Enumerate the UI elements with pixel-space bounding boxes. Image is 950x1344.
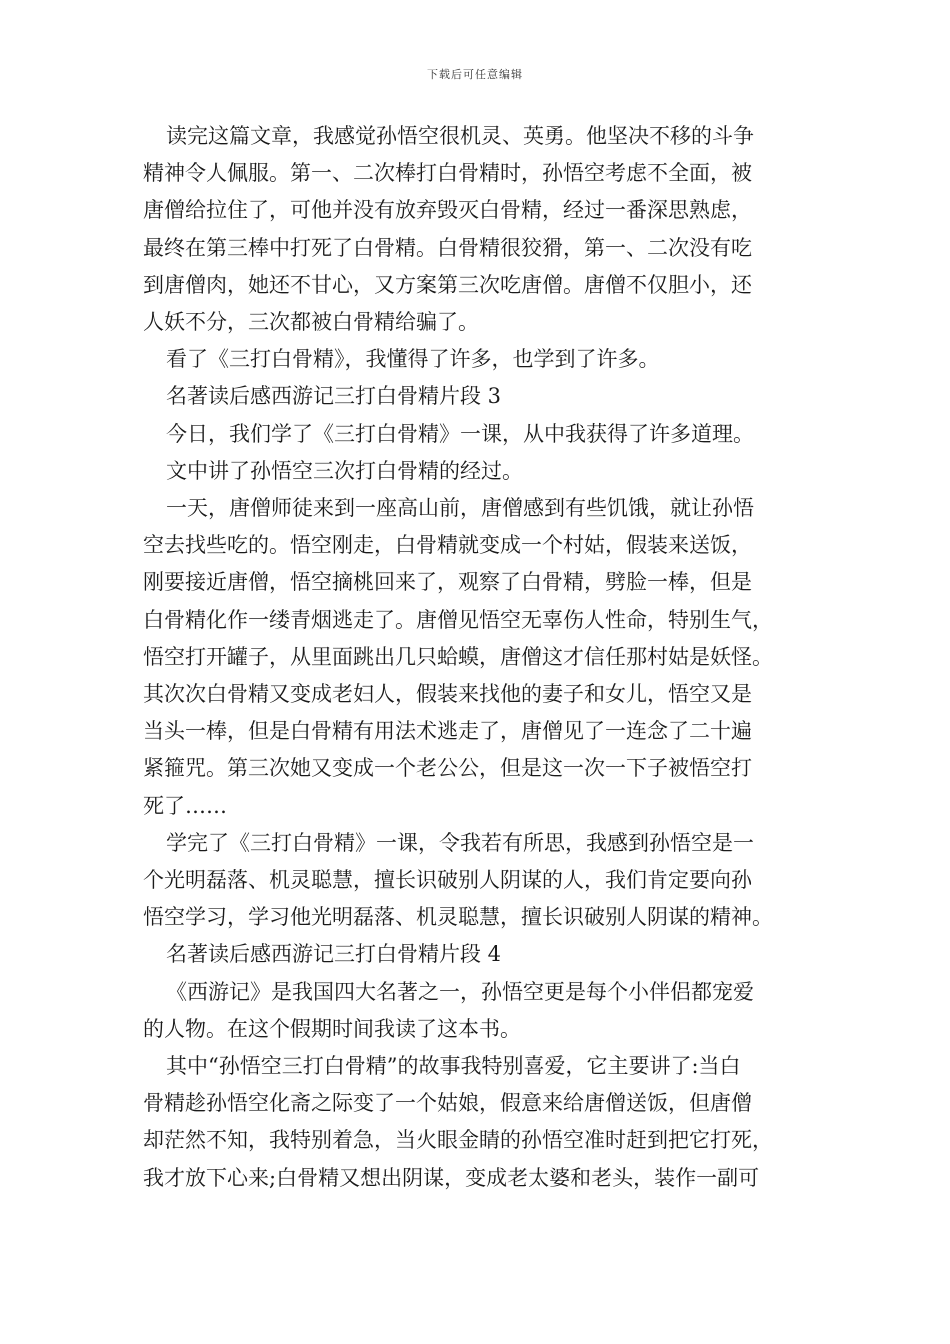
paragraph-line: 我才放下心来;白骨精又想出阴谋，变成老太婆和老头，装作一副可 bbox=[143, 1165, 760, 1190]
paragraph-line: 紧箍咒。第三次她又变成一个老公公，但是这一次一下子被悟空打 bbox=[143, 756, 752, 781]
paragraph-line: 个光明磊落、机灵聪慧，擅长识破别人阴谋的人，我们肯定要向孙 bbox=[143, 868, 752, 893]
paragraph-line: 读完这篇文章，我感觉孙悟空很机灵、英勇。他坚决不移的斗争 bbox=[166, 124, 754, 148]
paragraph-line: 刚要接近唐僧，悟空摘桃回来了，观察了白骨精，劈脸一棒，但是 bbox=[143, 570, 752, 595]
paragraph bbox=[143, 974, 818, 1048]
paragraph-line: 空去找些吃的。悟空刚走，白骨精就变成一个村姑，假装来送饭， bbox=[143, 533, 752, 558]
paragraph-line: 其中“孙悟空三打白骨精”的故事我特别喜爱，它主要讲了:当白 bbox=[166, 1054, 741, 1079]
paragraph-line: 看了《三打白骨精》，我懂得了许多，也学到了许多。 bbox=[166, 347, 660, 372]
paragraph-line: 悟空打开罐子，从里面跳出几只蛤蟆，唐僧这才信任那村姑是妖怪。 bbox=[143, 644, 773, 669]
paragraph-line: 悟空学习，学习他光明磊落、机灵聪慧，擅长识破别人阴谋的精神。 bbox=[143, 905, 773, 930]
page-header: 下载后可任意编辑 bbox=[427, 68, 523, 81]
paragraph-line: 学完了《三打白骨精》一课，令我若有所思，我感到孙悟空是一 bbox=[166, 830, 754, 855]
paragraph-line: 《西游记》是我国四大名著之一，孙悟空更是每个小伴侣都宠爱 bbox=[166, 979, 754, 1004]
section-heading: 名著读后感西游记三打白骨精片段 3 bbox=[166, 384, 502, 409]
paragraph-line: 的人物。在这个假期时间我读了这本书。 bbox=[143, 1016, 521, 1041]
paragraph bbox=[143, 416, 818, 453]
paragraph-line: 白骨精化作一缕青烟逃走了。唐僧见悟空无辜伤人性命，特别生气， bbox=[143, 607, 773, 632]
paragraph-line: 精神令人佩服。第一、二次棒打白骨精时，孙悟空考虑不全面，被 bbox=[143, 161, 752, 186]
paragraph-line: 却茫然不知，我特别着急，当火眼金睛的孙悟空准时赶到把它打死， bbox=[143, 1128, 773, 1153]
paragraph-line: 到唐僧肉，她还不甘心，又方案第三次吃唐僧。唐僧不仅胆小，还 bbox=[143, 272, 752, 297]
document-body bbox=[143, 118, 818, 1197]
paragraph bbox=[143, 118, 818, 341]
paragraph-line: 死了…… bbox=[143, 793, 227, 818]
paragraph bbox=[143, 490, 818, 825]
paragraph-line: 骨精趁孙悟空化斋之际变了一个姑娘，假意来给唐僧送饭，但唐僧 bbox=[143, 1091, 752, 1116]
paragraph-line: 今日，我们学了《三打白骨精》一课，从中我获得了许多道理。 bbox=[166, 421, 754, 446]
paragraph-line: 人妖不分，三次都被白骨精给骗了。 bbox=[143, 310, 479, 335]
paragraph bbox=[143, 825, 818, 937]
paragraph-line: 文中讲了孙悟空三次打白骨精的经过。 bbox=[166, 458, 523, 483]
paragraph-line: 最终在第三棒中打死了白骨精。白骨精很狡猾，第一、二次没有吃 bbox=[143, 235, 752, 260]
paragraph bbox=[143, 1048, 818, 1197]
paragraph-line: 其次次白骨精又变成老妇人，假装来找他的妻子和女儿，悟空又是 bbox=[143, 682, 752, 707]
paragraph-line: 当头一棒，但是白骨精有用法术逃走了，唐僧见了一连念了二十遍 bbox=[143, 719, 752, 744]
paragraph-line: 唐僧给拉住了，可他并没有放弃毁灭白骨精，经过一番深思熟虑， bbox=[143, 198, 752, 223]
section-heading: 名著读后感西游记三打白骨精片段 4 bbox=[166, 942, 502, 967]
paragraph bbox=[143, 453, 818, 490]
paragraph-line: 一天，唐僧师徒来到一座高山前，唐僧感到有些饥饿，就让孙悟 bbox=[166, 496, 754, 521]
paragraph bbox=[143, 341, 818, 378]
